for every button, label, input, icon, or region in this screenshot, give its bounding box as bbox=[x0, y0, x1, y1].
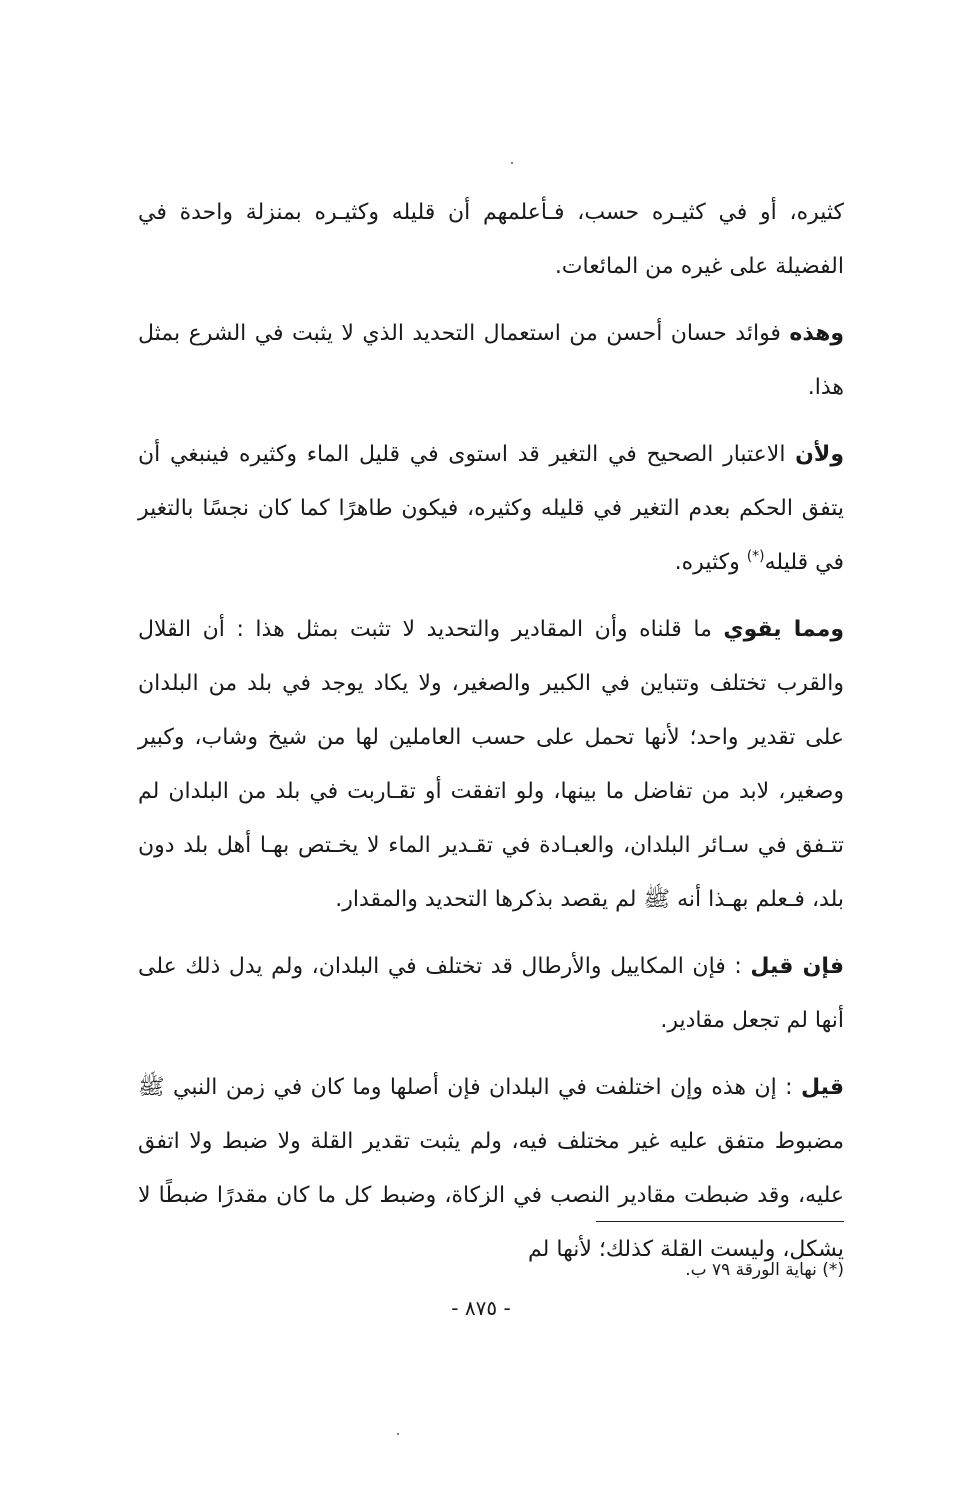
paragraph-6-text: : إن هذه وإن اختلفت في البلدان فإن أصلها وما كان في زمن النبي ﷺ مضبوط متفق عليه غير مختلف فيه، ولم يثبت تقدير القلة ولا ضبط ولا اتفق عليه، وقد ضبطت مقادير النصب في الزكاة، وضبط كل ما كان مقدرًا ضبطًا لا يشكل، وليست القلة كذلك؛ لأنها لم bbox=[138, 1075, 844, 1262]
scan-speck-top bbox=[511, 162, 513, 164]
paragraph-1 bbox=[138, 186, 844, 294]
paragraph-2 bbox=[138, 307, 844, 415]
paragraph-5 bbox=[138, 940, 844, 1048]
paragraph-6-lead: قيل bbox=[800, 1075, 844, 1100]
footnote-marker: (*) bbox=[822, 1260, 844, 1280]
footnote bbox=[685, 1258, 844, 1282]
main-text bbox=[138, 186, 844, 1290]
footnote-text: نهاية الورقة ٧٩ ب. bbox=[685, 1260, 817, 1280]
paragraph-3-text: الاعتبار الصحيح في التغير قد استوى في قليل الماء وكثيره فينبغي أن يتفق الحكم بعدم التغير في قليله وكثيره، فيكون طاهرًا كما كان نجسًا بالتغير في قليله bbox=[138, 442, 844, 575]
paragraph-3-text-end: وكثيره. bbox=[674, 550, 747, 575]
paragraph-5-text: : فإن المكاييل والأرطال قد تختلف في البلدان، ولم يدل ذلك على أنها لم تجعل مقادير. bbox=[138, 954, 844, 1033]
scan-speck-bottom bbox=[397, 1433, 399, 1435]
paragraph-6 bbox=[138, 1061, 844, 1277]
paragraph-4 bbox=[138, 603, 844, 927]
paragraph-2-lead: وهذه bbox=[789, 321, 844, 346]
paragraph-3 bbox=[138, 428, 844, 590]
paragraph-1-text: كثيره، أو في كثيـره حسب، فـأعلمهم أن قليله وكثيـره بمنزلة واحدة في الفضيلة على غيره من المائعات. bbox=[138, 200, 844, 279]
footnote-separator bbox=[596, 1221, 844, 1222]
paragraph-3-lead: ولأن bbox=[795, 442, 844, 467]
paragraph-4-text: ما قلناه وأن المقادير والتحديد لا تثبت بمثل هذا : أن القلال والقرب تختلف وتتباين في الكبير والصغير، ولا يكاد يوجد في بلد من البلدان على تقدير واحد؛ لأنها تحمل على حسب العاملين لها من شيخ وشاب، وكبير وصغير، لابد من تفاضل ما بينها، ولو اتفقت أو تقـاربت في بلد من البلدان لم تتـفق في سـائر البلدان، والعبـادة في تقـدير الماء لا يخـتص بهـا أهل بلد دون بلد، فـعلم بهـذا أنه ﷺ لم يقصد بذكرها التحديد والمقدار. bbox=[138, 617, 844, 912]
paragraph-5-lead: فإن قيل bbox=[750, 954, 845, 979]
page-number: - ٨٧٥ - bbox=[451, 1296, 511, 1320]
paragraph-2-text: فوائد حسان أحسن من استعمال التحديد الذي لا يثبت في الشرع بمثل هذا. bbox=[138, 321, 844, 400]
footnote-reference: (*) bbox=[746, 548, 765, 565]
paragraph-4-lead: ومما يقوي bbox=[723, 617, 845, 642]
